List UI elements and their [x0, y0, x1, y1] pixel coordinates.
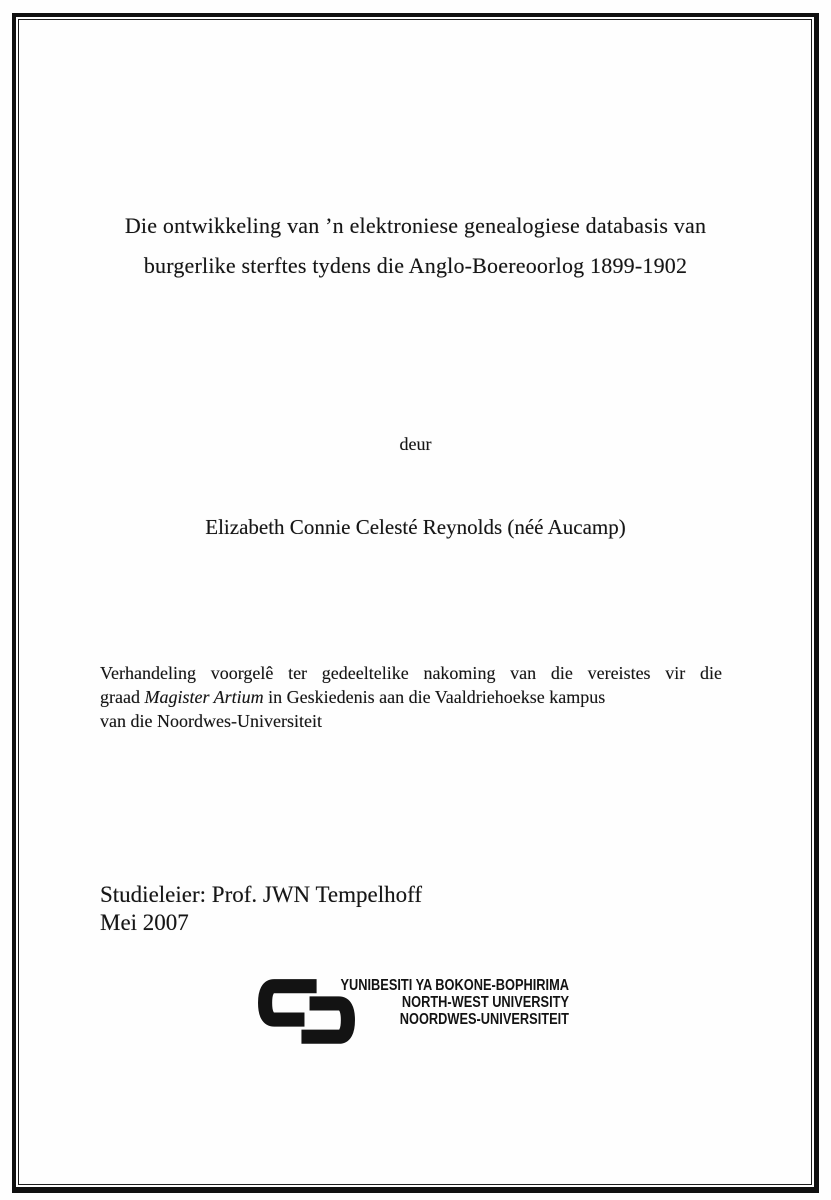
author-name: Elizabeth Connie Celesté Reynolds (néé Aucamp) — [205, 515, 626, 539]
degree-name-italic: Magister Artium — [144, 687, 264, 707]
degree-statement-line-3: van die Noordwes-Universiteit — [100, 711, 322, 731]
university-logo-text — [319, 977, 569, 1028]
logo-line-setswana: YUNIBESITI YA BOKONE-BOPHIRIMA — [340, 977, 569, 994]
byline-deur: deur — [399, 434, 432, 454]
degree-statement-line-2-pre: graad — [100, 687, 145, 707]
degree-statement — [100, 661, 722, 733]
supervisor-block — [100, 881, 422, 937]
nwu-logo-left-link — [265, 986, 317, 1019]
thesis-title-line-2: burgerlike sterftes tydens die Anglo-Boereoorlog 1899-1902 — [143, 253, 688, 278]
thesis-title-line-1: Die ontwikkeling van ’n elektroniese genealogiese databasis van — [124, 213, 707, 238]
logo-line-english: NORTH-WEST UNIVERSITY — [401, 994, 569, 1011]
degree-statement-line-1: Verhandeling voorgelê ter gedeeltelike nakoming van die vereistes vir die — [100, 663, 722, 683]
date-line: Mei 2007 — [100, 910, 189, 935]
logo-line-afrikaans: NOORDWES-UNIVERSITEIT — [399, 1011, 569, 1028]
degree-statement-line-2 — [100, 685, 722, 709]
degree-statement-line-2-post: in Geskiedenis aan die Vaaldriehoekse kampus — [263, 687, 606, 707]
supervisor-line: Studieleier: Prof. JWN Tempelhoff — [100, 882, 423, 907]
